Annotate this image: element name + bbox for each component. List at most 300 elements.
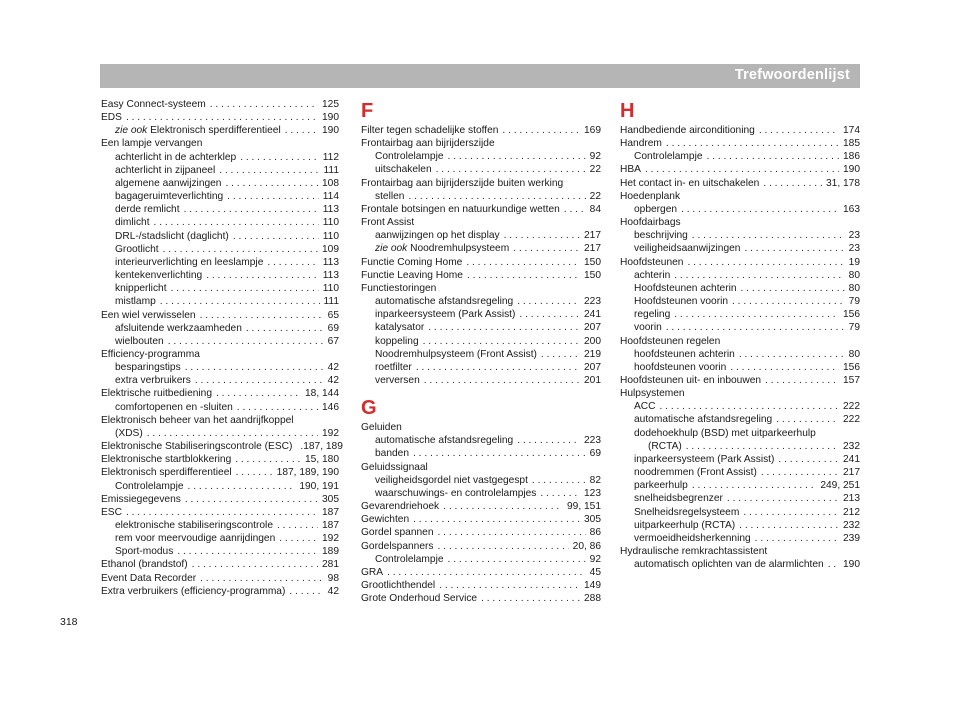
index-entry	[101, 216, 339, 229]
index-entry-label: EDS	[101, 112, 122, 124]
index-heading: Hoofdairbags	[620, 217, 681, 229]
index-entry-page: 114	[322, 191, 339, 203]
index-entry-label: Elektronische Stabiliseringscontrole (ESC)	[101, 441, 293, 453]
index-entry-page: 232	[843, 440, 860, 452]
index-entry-page: 223	[584, 296, 601, 308]
index-entry	[101, 585, 339, 598]
leader-dots	[428, 321, 580, 334]
index-entry-label: opbergen	[634, 203, 678, 215]
index-entry	[101, 466, 339, 479]
index-entry	[101, 519, 339, 532]
index-entry-page: 42	[327, 585, 339, 597]
index-entry	[620, 137, 860, 150]
index-entry-page: 249, 251	[820, 480, 860, 492]
index-entry-label: veiligheidsaanwijzingen	[634, 243, 741, 255]
index-entry-label: verversen	[375, 374, 420, 386]
index-entry-label: koppeling	[375, 335, 419, 347]
index-entry-label: Handbediende airconditioning	[620, 125, 755, 136]
index-entry-label: Functie Leaving Home	[361, 269, 463, 281]
index-entry-page: 15, 180	[305, 454, 339, 466]
index-entry-label: Frontale botsingen en natuurkundige wetten	[361, 203, 560, 215]
index-entry-page: 156	[843, 309, 860, 321]
index-entry	[361, 579, 601, 592]
leader-dots	[195, 374, 324, 387]
index-entry	[101, 111, 339, 124]
index-entry-page: 111	[323, 164, 339, 176]
index-heading: Elektronisch beheer van het aandrijfkoppel	[101, 414, 294, 426]
index-entry-label: dimlicht	[115, 217, 150, 229]
index-entry-label: ACC	[634, 401, 656, 413]
index-entry	[101, 493, 339, 506]
index-column-2	[361, 98, 601, 605]
index-entry	[361, 592, 601, 605]
index-entry	[101, 322, 339, 335]
leader-dots	[387, 566, 586, 579]
leader-dots	[707, 150, 839, 163]
index-entry-page: 18, 144	[305, 388, 339, 400]
index-entry-page: 23	[848, 243, 860, 255]
index-entry-label: Filter tegen schadelijke stoffen	[361, 125, 499, 136]
index-entry	[101, 545, 339, 558]
leader-dots	[210, 98, 318, 111]
index-entry-page: 113	[322, 204, 339, 216]
index-heading: Geluidssignaal	[361, 461, 428, 473]
section-letter: G	[361, 397, 377, 420]
leader-dots	[732, 295, 845, 308]
index-entry-label: snelheidsbegrenzer	[634, 493, 723, 505]
index-entry	[361, 361, 601, 374]
index-entry-page: 92	[589, 553, 601, 565]
index-entry-label: uitschakelen	[375, 164, 432, 176]
index-entry-page: 169	[584, 125, 601, 136]
leader-dots	[739, 348, 845, 361]
index-entry-page: 156	[843, 361, 860, 373]
leader-dots	[439, 579, 580, 592]
leader-dots	[763, 177, 822, 190]
index-entry-page: 31, 178	[826, 177, 860, 189]
index-entry-page: 222	[843, 401, 860, 413]
index-entry	[101, 335, 339, 348]
index-entry	[361, 124, 601, 137]
index-column-3	[620, 98, 860, 571]
index-entry-page: 111	[323, 296, 339, 308]
leader-dots	[233, 230, 319, 243]
index-entry	[620, 413, 860, 426]
index-entry-label: Hoofdsteunen	[620, 256, 684, 268]
leader-dots	[246, 322, 324, 335]
leader-dots	[219, 164, 319, 177]
index-entry-label: hoofdsteunen voorin	[634, 361, 727, 373]
index-entry-label: automatisch oplichten van de alarmlichten	[634, 559, 824, 571]
index-entry	[361, 500, 601, 513]
index-entry	[361, 256, 601, 269]
index-entry-label: voorin	[634, 322, 662, 334]
index-entry	[361, 190, 601, 203]
leader-dots	[739, 519, 839, 532]
leader-dots	[185, 361, 324, 374]
index-entry-page: 187, 189, 190	[276, 467, 339, 479]
index-entry-page: 217	[584, 243, 601, 255]
index-entry-label: Gordelspanners	[361, 540, 434, 552]
index-entry	[101, 243, 339, 256]
index-entry-label: rem voor meervoudige aanrijdingen	[115, 533, 276, 545]
index-entry-label: beschrijving	[634, 230, 688, 242]
index-entry-page: 174	[843, 125, 860, 136]
index-entry-page: 80	[848, 348, 860, 360]
leader-dots	[674, 308, 839, 321]
index-entry-label: achterlicht in zijpaneel	[115, 164, 216, 176]
index-entry-page: 187	[322, 506, 339, 518]
leader-dots	[200, 572, 324, 585]
index-entry	[620, 177, 860, 190]
index-entry-page: 80	[848, 282, 860, 294]
index-entry-label: Het contact in- en uitschakelen	[620, 177, 760, 189]
index-entry-page: 232	[843, 519, 860, 531]
leader-dots	[692, 479, 817, 492]
index-entry-label: inparkeersysteem (Park Assist)	[634, 453, 775, 465]
index-entry-page: 22	[589, 190, 601, 202]
leader-dots	[681, 203, 839, 216]
index-entry-label: DRL-/stadslicht (daglicht)	[115, 230, 229, 242]
index-entry	[101, 269, 339, 282]
index-entry-page: 113	[322, 256, 339, 268]
index-heading: Hoedenplank	[620, 190, 681, 202]
index-entry-label: mistlamp	[115, 296, 156, 308]
leader-dots	[184, 203, 319, 216]
index-entry	[101, 480, 339, 493]
index-entry	[361, 321, 601, 334]
leader-dots	[163, 243, 318, 256]
index-entry	[361, 348, 601, 361]
index-entry-label: Noodremhulpsysteem (Front Assist)	[375, 348, 537, 360]
index-entry	[361, 487, 601, 500]
index-entry-label: Functie Coming Home	[361, 256, 463, 268]
leader-dots	[744, 242, 844, 255]
index-entry-page: 113	[322, 270, 339, 282]
index-entry	[361, 553, 601, 566]
index-entry-label: elektronische stabiliseringscontrole	[115, 520, 273, 531]
index-entry-page: 150	[584, 269, 601, 281]
index-entry	[620, 466, 860, 479]
leader-dots	[216, 387, 301, 400]
index-entry-label: comfortopenen en -sluiten	[115, 401, 233, 413]
index-entry	[620, 440, 860, 453]
leader-dots	[192, 558, 318, 571]
index-entry-label: zie ook Elektronisch sperdifferentieel	[115, 125, 281, 137]
leader-dots	[504, 229, 580, 242]
index-entry-label: parkeerhulp	[634, 480, 688, 492]
index-entry-page: 222	[843, 414, 860, 426]
index-entry	[361, 374, 601, 387]
index-entry-page: 109	[322, 243, 339, 255]
leader-dots	[423, 335, 580, 348]
leader-dots	[285, 124, 318, 137]
index-entry-page: 185	[843, 138, 860, 150]
index-entry-page: 212	[843, 506, 860, 518]
leader-dots	[755, 532, 839, 545]
index-entry	[361, 513, 601, 526]
index-heading: Functiestoringen	[361, 282, 437, 294]
index-entry	[620, 361, 860, 374]
index-entry-label: automatische afstandsregeling	[375, 296, 514, 308]
leader-dots	[413, 447, 586, 460]
index-entry-page: 190	[322, 112, 339, 124]
index-entry	[620, 519, 860, 532]
index-entry-label: inparkeersysteem (Park Assist)	[375, 309, 516, 321]
index-entry-page: 239	[843, 532, 860, 544]
index-entry-page: 217	[584, 230, 601, 242]
index-entry	[361, 526, 601, 539]
index-heading: Frontairbag aan bijrijderszijde	[361, 138, 495, 150]
index-entry	[620, 558, 860, 571]
index-entry	[620, 242, 860, 255]
index-entry	[361, 269, 601, 282]
index-entry-label: (RCTA)	[648, 440, 682, 452]
leader-dots	[438, 540, 569, 553]
index-heading: Front Assist	[361, 217, 415, 229]
leader-dots	[168, 335, 324, 348]
index-entry-label: Gevarendriehoek	[361, 501, 440, 513]
leader-dots	[730, 361, 839, 374]
index-entry-page: 92	[589, 151, 601, 163]
index-entry-label: Controlelampje	[115, 480, 184, 492]
index-entry-label: waarschuwings- en controlelampjes	[375, 487, 537, 499]
index-entry-label: Controlelampje	[375, 151, 444, 163]
index-entry-label: Hoofdsteunen uit- en inbouwen	[620, 374, 762, 386]
index-entry	[620, 269, 860, 282]
leader-dots	[692, 229, 845, 242]
index-entry-label: automatische afstandsregeling	[375, 435, 514, 447]
index-entry	[101, 361, 339, 374]
index-entry	[620, 308, 860, 321]
leader-dots	[686, 440, 839, 453]
index-entry-page: 20, 86	[572, 540, 601, 552]
index-entry-page: 305	[322, 493, 339, 505]
index-entry	[101, 506, 339, 519]
index-entry	[101, 532, 339, 545]
leader-dots	[828, 558, 839, 571]
index-entry-label: automatische afstandsregeling	[634, 414, 773, 426]
leader-dots	[413, 513, 580, 526]
leader-dots	[267, 256, 318, 269]
leader-dots	[674, 269, 844, 282]
index-heading: Een lampje vervangen	[101, 138, 203, 150]
index-entry-page: 281	[322, 559, 339, 571]
index-entry-page: 288	[584, 593, 601, 605]
leader-dots	[185, 493, 318, 506]
index-entry-page: 79	[848, 322, 860, 334]
index-entry-label: Controlelampje	[634, 151, 703, 163]
index-entry	[101, 309, 339, 322]
index-entry-page: 223	[584, 435, 601, 447]
index-heading: Hulpsystemen	[620, 388, 685, 400]
leader-dots	[466, 256, 580, 269]
index-entry-label: Elektronisch sperdifferentieel	[101, 467, 232, 479]
index-entry-label: ESC	[101, 506, 122, 518]
index-heading: Efficiency-programma	[101, 348, 200, 360]
index-entry	[361, 447, 601, 460]
leader-dots	[289, 585, 323, 598]
index-entry-label: Event Data Recorder	[101, 572, 197, 584]
index-entry	[361, 242, 601, 255]
index-entry-label: vermoeidheidsherkenning	[634, 532, 751, 544]
index-entry-label: Gordel spannen	[361, 527, 434, 539]
index-entry-page: 98	[327, 572, 339, 584]
index-entry-page: 150	[584, 256, 601, 268]
index-entry	[620, 400, 860, 413]
index-entry-label: Extra verbruikers (efficiency-programma)	[101, 585, 286, 597]
index-entry-page: 186	[843, 151, 860, 163]
leader-dots	[541, 348, 580, 361]
index-entry	[101, 164, 339, 177]
index-entry-page: 241	[584, 309, 601, 321]
index-entry	[101, 387, 339, 400]
index-entry-page: 112	[322, 151, 339, 163]
leader-dots	[645, 163, 839, 176]
index-entry-label: derde remlicht	[115, 204, 180, 216]
index-entry-page: 110	[322, 217, 339, 229]
index-entry-page: 207	[584, 322, 601, 334]
leader-dots	[761, 466, 839, 479]
index-entry	[620, 295, 860, 308]
index-entry-label: kentekenverlichting	[115, 270, 203, 282]
index-entry-page: 163	[843, 203, 860, 215]
page-number: 318	[60, 616, 78, 628]
index-heading: Hoofdsteunen regelen	[620, 335, 721, 347]
index-entry-label: banden	[375, 448, 409, 460]
index-entry	[101, 282, 339, 295]
index-heading: Frontairbag aan bijrijderszijde buiten werking	[361, 177, 564, 189]
index-entry-label: Grootlichthendel	[361, 580, 436, 591]
index-entry	[620, 203, 860, 216]
index-entry	[620, 282, 860, 295]
leader-dots	[448, 150, 586, 163]
index-entry-page: 149	[584, 580, 601, 591]
index-entry-page: 190, 191	[299, 480, 339, 492]
index-entry-page: 190	[843, 164, 860, 176]
leader-dots	[225, 177, 318, 190]
index-entry	[361, 150, 601, 163]
index-entry-page: 22	[589, 164, 601, 176]
index-entry-page: 42	[327, 375, 339, 387]
leader-dots	[741, 282, 845, 295]
index-entry-label: katalysator	[375, 322, 425, 334]
index-entry-page: 190	[843, 559, 860, 571]
index-entry	[361, 566, 601, 579]
index-entry	[361, 434, 601, 447]
leader-dots	[776, 413, 839, 426]
index-entry	[101, 427, 339, 440]
index-entry-label: Elektronische startblokkering	[101, 454, 232, 466]
index-entry-page: 157	[843, 374, 860, 386]
leader-dots	[227, 190, 319, 203]
index-entry	[101, 295, 339, 308]
leader-dots	[532, 474, 586, 487]
index-entry-page: 201	[584, 374, 601, 386]
index-entry	[620, 453, 860, 466]
index-entry-page: 108	[322, 177, 339, 189]
leader-dots	[727, 492, 839, 505]
index-entry	[620, 492, 860, 505]
leader-dots	[765, 374, 839, 387]
leader-dots	[160, 295, 320, 308]
index-entry-page: 305	[584, 514, 601, 526]
index-entry-label: Hoofdsteunen achterin	[634, 282, 737, 294]
index-entry-page: 219	[584, 348, 601, 360]
index-entry-label: wielbouten	[115, 335, 164, 347]
leader-dots	[408, 190, 585, 203]
index-entry	[101, 98, 339, 111]
index-entry	[101, 230, 339, 243]
index-entry	[620, 506, 860, 519]
index-entry-label: uitparkeerhulp (RCTA)	[634, 519, 736, 531]
index-entry-page: 189	[322, 546, 339, 558]
index-entry-page: 110	[322, 283, 339, 295]
index-entry	[620, 321, 860, 334]
index-entry-page: 45	[589, 566, 601, 578]
index-entry-label: GRA	[361, 566, 384, 578]
index-entry-page: 69	[589, 448, 601, 460]
leader-dots	[666, 321, 845, 334]
index-entry-label: Ethanol (brandstof)	[101, 559, 188, 571]
leader-dots	[277, 519, 318, 532]
leader-dots	[660, 400, 839, 413]
index-entry-page: 80	[848, 269, 860, 281]
leader-dots	[481, 592, 580, 605]
index-entry-label: knipperlicht	[115, 283, 167, 295]
index-entry	[620, 532, 860, 545]
leader-dots	[177, 545, 318, 558]
index-entry-page: .187, 189	[300, 441, 343, 453]
leader-dots	[126, 506, 318, 519]
leader-dots	[778, 453, 839, 466]
index-entry-label: Snelheidsregelsysteem	[634, 506, 740, 518]
index-entry-page: 192	[322, 427, 339, 439]
index-entry-label: bagageruimteverlichting	[115, 191, 224, 203]
index-entry-label: Controlelampje	[375, 553, 444, 565]
index-entry	[361, 308, 601, 321]
leader-dots	[564, 203, 586, 216]
index-entry	[361, 163, 601, 176]
index-entry-label: extra verbruikers	[115, 375, 191, 387]
index-entry	[101, 440, 343, 453]
index-entry-page: 200	[584, 335, 601, 347]
index-entry-page: 187	[322, 520, 339, 531]
index-entry	[361, 335, 601, 348]
index-entry	[620, 256, 860, 269]
leader-dots	[540, 487, 580, 500]
leader-dots	[279, 532, 318, 545]
index-entry	[361, 474, 601, 487]
index-entry-page: 65	[327, 309, 339, 321]
index-entry-page: 84	[589, 203, 601, 215]
index-entry-page: 146	[322, 401, 339, 413]
leader-dots	[237, 401, 318, 414]
leader-dots	[240, 151, 319, 164]
index-entry	[361, 203, 601, 216]
index-entry	[620, 348, 860, 361]
index-entry-page: 190	[322, 125, 339, 137]
index-entry	[101, 190, 339, 203]
index-entry-page: 192	[322, 533, 339, 545]
leader-dots	[235, 453, 301, 466]
leader-dots	[513, 242, 580, 255]
leader-dots	[687, 256, 844, 269]
leader-dots	[517, 295, 580, 308]
index-entry-label: aanwijzingen op het display	[375, 230, 500, 242]
leader-dots	[236, 466, 273, 479]
index-entry-label: Gewichten	[361, 514, 410, 526]
